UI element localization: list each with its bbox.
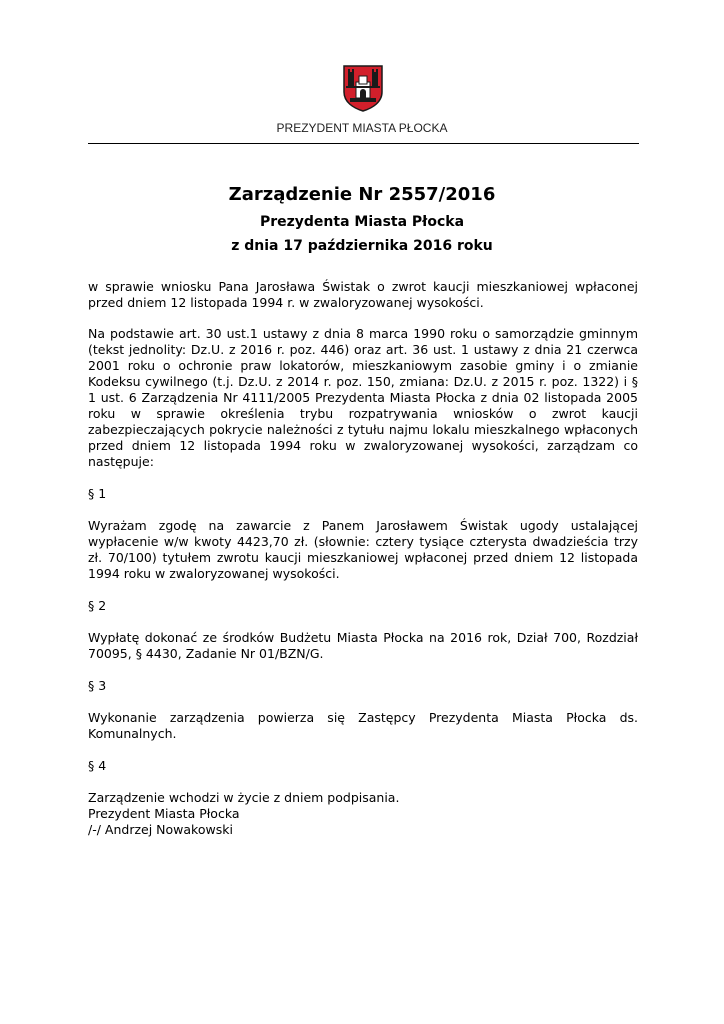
signature-title: Prezydent Miasta Płocka [88,806,240,821]
section-heading: § 3 [88,678,107,693]
document-title: Zarządzenie Nr 2557/2016 [228,184,496,205]
document-body [88,279,638,838]
plock-coat-of-arms-icon [342,64,384,112]
preamble-paragraph: Na podstawie art. 30 ust.1 ustawy z dnia 8 marca 1990 roku o samorządzie gminnym (tekst jednolity: Dz.U. z 2016 r. poz. 446) oraz art. 36 ust. 1 ustawy z dnia 21 czerwca 2001 roku o ochronie praw lokatorów, mieszkaniowym zasobie gminy i o zmianie Kodeksu cywilnego (t.j. Dz.U. z 2014 r. poz. 150, zmiana: Dz.U. z 2015 r. poz. 1322) i § 1 ust. 6 Zarządzenia Nr 4111/2005 Prezydenta Miasta Płocka z dnia 02 listopada 2005 roku w sprawie określenia trybu rozpatrywania wniosków o zwrot kaucji zabezpieczających pokrycie należności z tytułu najmu lokalu mieszkalnego wpłaconych przed dniem 12 listopada 1994 roku w zwaloryzowanej wysokości, zarządzam co następuje: [88,326,638,469]
section-heading: § 1 [88,486,107,501]
subject-paragraph: w sprawie wniosku Pana Jarosława Świstak o zwrot kaucji mieszkaniowej wpłaconej przed dniem 12 listopada 1994 r. w zwaloryzowanej wysokości. [88,279,638,310]
signature-name: /-/ Andrzej Nowakowski [88,822,233,837]
section-text: Wyrażam zgodę na zawarcie z Panem Jarosławem Świstak ugody ustalającej wypłacenie w/w kwoty 4423,70 zł. (słownie: cztery tysiące czterysta dwadzieścia trzy zł. 70/100) tytułem zwrotu kaucji mieszkaniowej wpłaconej przed dniem 12 listopada 1994 roku w zwaloryzowanej wysokości. [88,518,638,581]
section-text: Zarządzenie wchodzi w życie z dniem podpisania. [88,790,400,805]
header-divider [88,143,639,144]
section-text: Wypłatę dokonać ze środków Budżetu Miasta Płocka na 2016 rok, Dział 700, Rozdział 70095, § 4430, Zadanie Nr 01/BZN/G. [88,630,638,661]
document-issuer: Prezydenta Miasta Płocka [259,214,465,230]
section-heading: § 2 [88,598,107,613]
section-heading: § 4 [88,758,107,773]
document-date: z dnia 17 października 2016 roku [231,238,493,254]
institution-header: PREZYDENT MIASTA PŁOCKA [276,121,448,135]
section-text: Wykonanie zarządzenia powierza się Zastępcy Prezydenta Miasta Płocka ds. Komunalnych. [88,710,638,741]
